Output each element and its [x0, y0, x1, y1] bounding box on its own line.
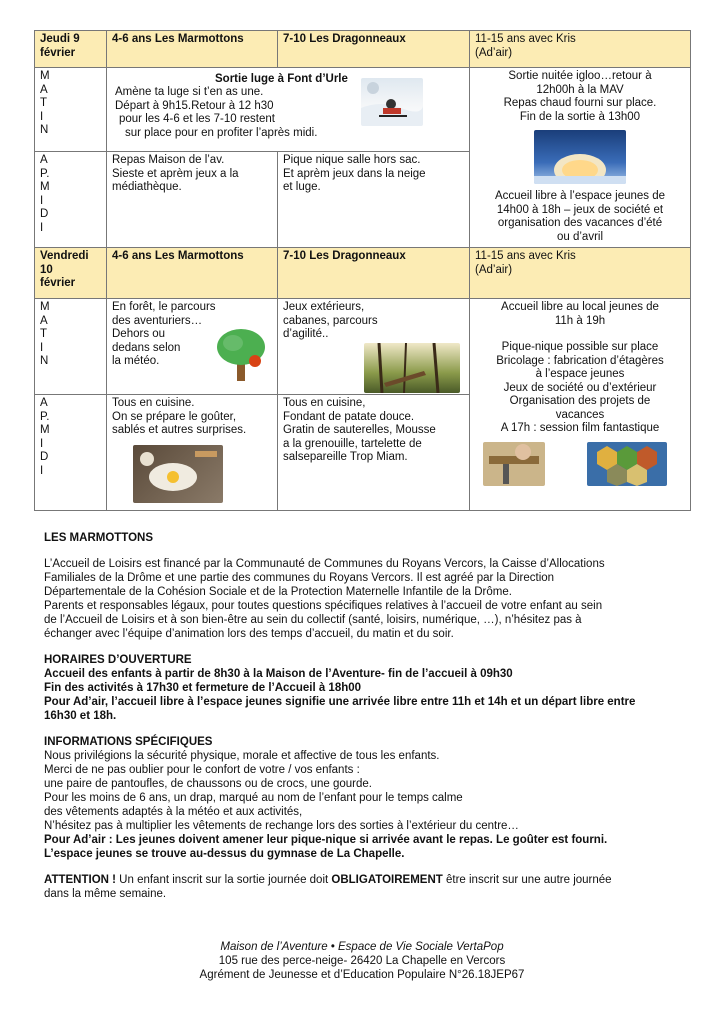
period-apres-midi-2: A P. M I D I	[35, 395, 107, 511]
baking-photo	[133, 445, 223, 503]
organisation-name: Maison de l’Aventure • Espace de Vie Sociale VertaPop	[220, 941, 504, 953]
funding-paragraph: L’Accueil de Loisirs est financé par la Communauté de Communes du Royans Vercors, la Caisse d’Allocations Familiales de la Drôme et une partie des communes du Royans Vercors. Il est agréé par la Direction Départementale de la Cohésion Sociale et de la Protection Maternelle Infantile de la Drôme.	[44, 558, 605, 598]
period-matin-2: M A T I N	[35, 299, 107, 395]
horaires-text: Accueil des enfants à partir de 8h30 à la Maison de l’Aventure- fin de l’accueil à 09h30 Fin des activités à 17h30 et fermeture de l’Accueil à 18h00 Pour Ad’air, l’accueil libre à l’espace jeunes signifie une arrivée libre entre 11h et 14h et un départ libre entre 16h30 et 18h.	[44, 668, 636, 722]
day2-col-ados: 11-15 ans avec Kris (Ad’air)	[470, 248, 691, 299]
ados-day2-cell: Accueil libre au local jeunes de 11h à 19h Pique-nique possible sur place Bricolage : fabrication d’étagères à l’espace jeunes Jeux de société ou d’extérieur Organisation des projets de vacances A 17h : session film fantastique	[470, 299, 691, 511]
ados-title: 11-15 ans avec Kris	[475, 33, 576, 45]
tree-cartoon	[215, 327, 267, 383]
day1-label: Jeudi 9 février	[35, 31, 107, 68]
marmottons-heading: LES MARMOTTONS	[44, 532, 154, 544]
ados-igloo-cell: Sortie nuitée igloo…retour à 12h00h à la MAV Repas chaud fourni sur place. Fin de la sortie à 13h00 Accueil libre à l’espace jeunes de 14h00 à 18h – jeux de société et organisation des vacances d’été ou d’avril	[470, 68, 691, 248]
luge-title: Sortie luge à Font d’Urle	[215, 73, 348, 85]
organisation-address: 105 rue des perce-neige- 26420 La Chapelle en Vercors	[218, 955, 506, 967]
period-matin: M A T I N	[35, 68, 107, 152]
day1-pm-marmottons: Repas Maison de l’av. Sieste et aprèm jeux a la médiathèque.	[107, 152, 278, 248]
sled-photo	[361, 78, 423, 126]
day2-matin-dragonneaux: Jeux extérieurs, cabanes, parcours d’agilité..	[278, 299, 470, 395]
boardgame-photo	[587, 442, 667, 486]
luge-outing-cell	[107, 68, 470, 152]
specifiques-heading: INFORMATIONS SPÉCIFIQUES	[44, 736, 213, 748]
horaires-heading: HORAIRES D’OUVERTURE	[44, 654, 192, 666]
woodwork-photo	[483, 442, 545, 486]
day1-col-marmottons: 4-6 ans Les Marmottons	[107, 31, 278, 68]
organisation-signature	[0, 940, 724, 982]
period-apres-midi: A P. M I D I	[35, 152, 107, 248]
day2-pm-dragonneaux: Tous en cuisine, Fondant de patate douce. Gratin de sauterelles, Mousse a la grenouille, tartelette de salsepareille Trop Miam.	[278, 395, 470, 511]
ados-subtitle: (Ad’air)	[475, 46, 513, 59]
info-section	[44, 531, 690, 901]
day2-col-marmottons: 4-6 ans Les Marmottons	[107, 248, 278, 299]
day2-label: Vendredi 10 février	[35, 248, 107, 299]
day2-col-dragonneaux: 7-10 Les Dragonneaux	[278, 248, 470, 299]
day1-pm-dragonneaux: Pique nique salle hors sac. Et aprèm jeux dans la neige et luge.	[278, 152, 470, 248]
day2-matin-marmottons: En forêt, le parcours des aventuriers… Dehors ou dedans selon la météo.	[107, 299, 278, 395]
attention-note: ATTENTION ! Un enfant inscrit sur la sortie journée doit OBLIGATOIREMENT être inscrit sur une autre journée dans la même semaine.	[44, 874, 612, 900]
specifiques-text: Nous privilégions la sécurité physique, morale et affective de tous les enfants. Merci de ne pas oublier pour le confort de votre / vos enfants : une paire de pantoufles, de chaussons ou de crocs, une gourde. Pour les moins de 6 ans, un drap, marqué au nom de l’enfant pour le temps calme des vêtements adaptés à la météo et aux activités, N’hésitez pas à multiplier les vêtements de rechange lors des sorties à l’extérieur du centre…	[44, 750, 519, 832]
specifiques-bold-text: Pour Ad’air : Les jeunes doivent amener leur pique-nique si arrivée avant le repas. Le goûter est fourni. L’espace jeunes se trouve au-dessus du gymnase de La Chapelle.	[44, 834, 608, 860]
day1-col-ados	[470, 31, 691, 68]
parents-paragraph: Parents et responsables légaux, pour toutes questions spécifiques relatives à l’accueil de votre enfant au sein de l’Accueil de Loisirs et à son bien-être au sein du collectif (santé, loisirs, numérique, …), n’hésitez pas à échanger avec l’équipe d’animation lors des temps d’accueil, du matin et du soir.	[44, 600, 603, 640]
day1-col-dragonneaux: 7-10 Les Dragonneaux	[278, 31, 470, 68]
forest-photo	[364, 343, 460, 393]
activity-schedule-table	[34, 30, 691, 511]
igloo-photo	[534, 130, 626, 184]
organisation-agrement: Agrément de Jeunesse et d’Education Populaire N°26.18JEP67	[199, 969, 525, 981]
day2-pm-marmottons: Tous en cuisine. On se prépare le goûter, sablés et autres surprises.	[107, 395, 278, 511]
luge-details: Amène ta luge si t’en as une. Départ à 9h15.Retour à 12 h30 pour les 4-6 et les 7-10 restent sur place pour en profiter l’après midi.	[115, 86, 318, 139]
